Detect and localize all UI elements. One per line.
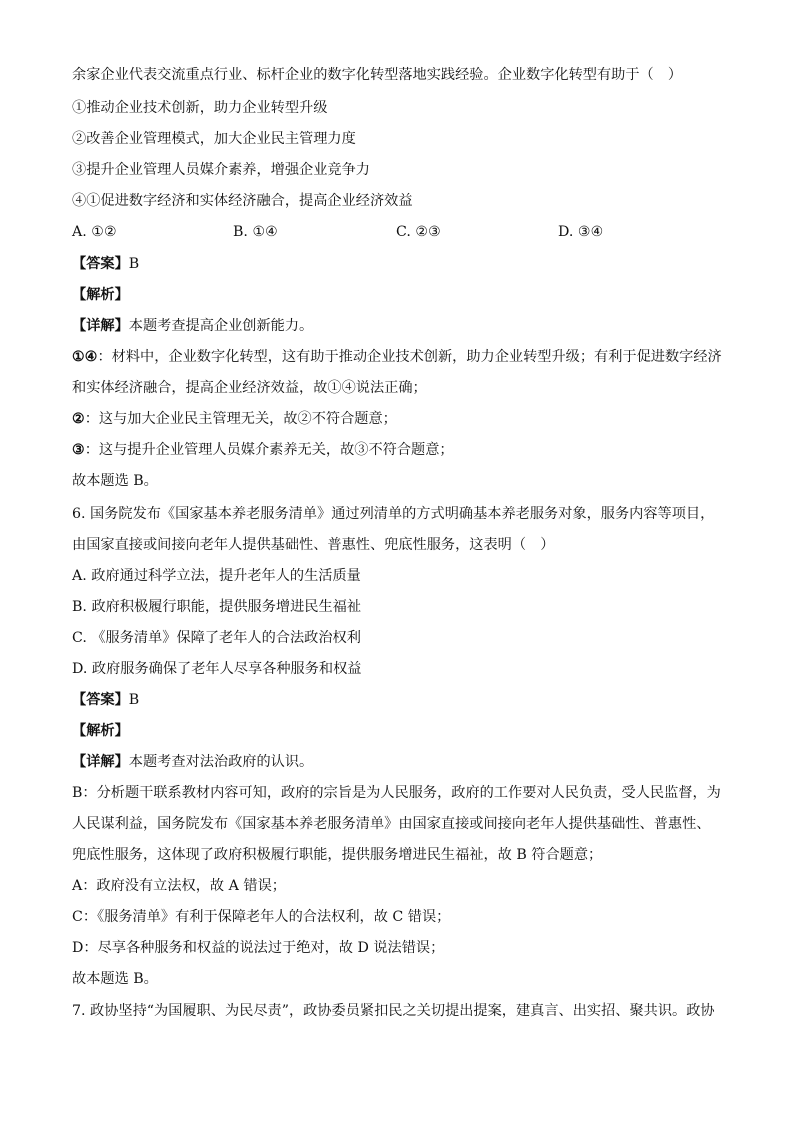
q5-option-c: C. ②③ xyxy=(396,224,441,240)
explain-key: ③ xyxy=(72,442,85,458)
explain-text: ：这与加大企业民主管理无关，故②不符合题意； xyxy=(84,411,397,427)
q6-explain-5: C：《服务清单》有利于保障老年人的合法权利，故 C 错误； xyxy=(72,909,451,925)
q6-detail-line xyxy=(72,752,313,772)
answer-value: B xyxy=(128,692,140,708)
detail-label: 【详解】 xyxy=(72,754,129,770)
explain-key: ①④ xyxy=(72,349,98,365)
q6-stem-line-1: 6. 国务院发布《国家基本养老服务清单》通过列清单的方式明确基本养老服务对象，服务内容等项目， xyxy=(72,506,715,522)
q7-stem-line-1: 7. 政协坚持“为国履职、为民尽责”，政协委员紧扣民之关切提出提案，建真言、出实招、聚共识。政协 xyxy=(72,1003,715,1019)
q5-item-3: ③提升企业管理人员媒介素养，增强企业竞争力 xyxy=(72,162,370,178)
detail-lead: 本题考查提高企业创新能力。 xyxy=(128,318,314,334)
detail-lead: 本题考查对法治政府的认识。 xyxy=(128,754,314,770)
q5-explain-4 xyxy=(72,440,454,460)
detail-label: 【详解】 xyxy=(72,318,129,334)
q5-explain-1 xyxy=(72,347,722,367)
q6-option-a: A. 政府通过科学立法，提升老年人的生活质量 xyxy=(72,568,361,584)
q5-explain-3 xyxy=(72,409,397,429)
q5-conclusion: 故本题选 B。 xyxy=(72,473,158,489)
q6-explain-3: 兜底性服务，这体现了政府积极履行职能，提供服务增进民生福祉，故 B 符合题意； xyxy=(72,847,603,863)
answer-value: B xyxy=(128,256,140,272)
q6-option-c: C. 《服务清单》保障了老年人的合法政治权利 xyxy=(72,630,361,646)
q5-item-4: ④①促进数字经济和实体经济融合，提高企业经济效益 xyxy=(72,193,413,209)
q5-item-2: ②改善企业管理模式，加大企业民主管理力度 xyxy=(72,131,356,147)
q6-conclusion: 故本题选 B。 xyxy=(72,971,158,987)
q6-explain-1: B：分析题干联系教材内容可知，政府的宗旨是为人民服务，政府的工作要对人民负责，受人民监督，为 xyxy=(72,785,721,801)
q6-answer-line xyxy=(72,690,139,710)
explain-text: 和实体经济融合，提高企业经济效益，故①④说法正确； xyxy=(72,380,427,396)
explain-text: ：这与提升企业管理人员媒介素养无关，故③不符合题意； xyxy=(84,442,454,458)
q6-analysis-label: 【解析】 xyxy=(72,723,129,739)
q6-option-d: D. 政府服务确保了老年人尽享各种服务和权益 xyxy=(72,661,362,677)
q5-detail-line xyxy=(72,316,313,336)
q5-option-b: B. ①④ xyxy=(233,224,278,240)
answer-label: 【答案】 xyxy=(72,256,129,272)
q6-stem-line-2: 由国家直接或间接向老年人提供基础性、普惠性、兜底性服务，这表明（ ） xyxy=(72,537,555,553)
q5-option-a: A. ①② xyxy=(72,224,117,240)
q6-explain-2: 人民谋利益，国务院发布《国家基本养老服务清单》由国家直接或间接向老年人提供基础性、普惠性、 xyxy=(72,816,711,832)
q6-option-b: B. 政府积极履行职能，提供服务增进民生福祉 xyxy=(72,599,362,615)
explain-key: ② xyxy=(72,411,85,427)
q5-item-1: ①推动企业技术创新，助力企业转型升级 xyxy=(72,100,328,116)
q5-analysis-label: 【解析】 xyxy=(72,287,129,303)
explain-text: ：材料中，企业数字化转型，这有助于推动企业技术创新，助力企业转型升级；有利于促进数字经济 xyxy=(97,349,722,365)
q6-explain-6: D：尽享各种服务和权益的说法过于绝对，故 D 说法错误； xyxy=(72,940,445,956)
q6-explain-4: A：政府没有立法权，故 A 错误； xyxy=(72,878,286,894)
answer-label: 【答案】 xyxy=(72,692,129,708)
q5-stem-tail: 余家企业代表交流重点行业、标杆企业的数字化转型落地实践经验。企业数字化转型有助于（ ） xyxy=(72,67,683,83)
q5-option-d: D. ③④ xyxy=(558,224,604,240)
q5-explain-2 xyxy=(72,378,427,398)
q5-answer-line xyxy=(72,254,139,274)
